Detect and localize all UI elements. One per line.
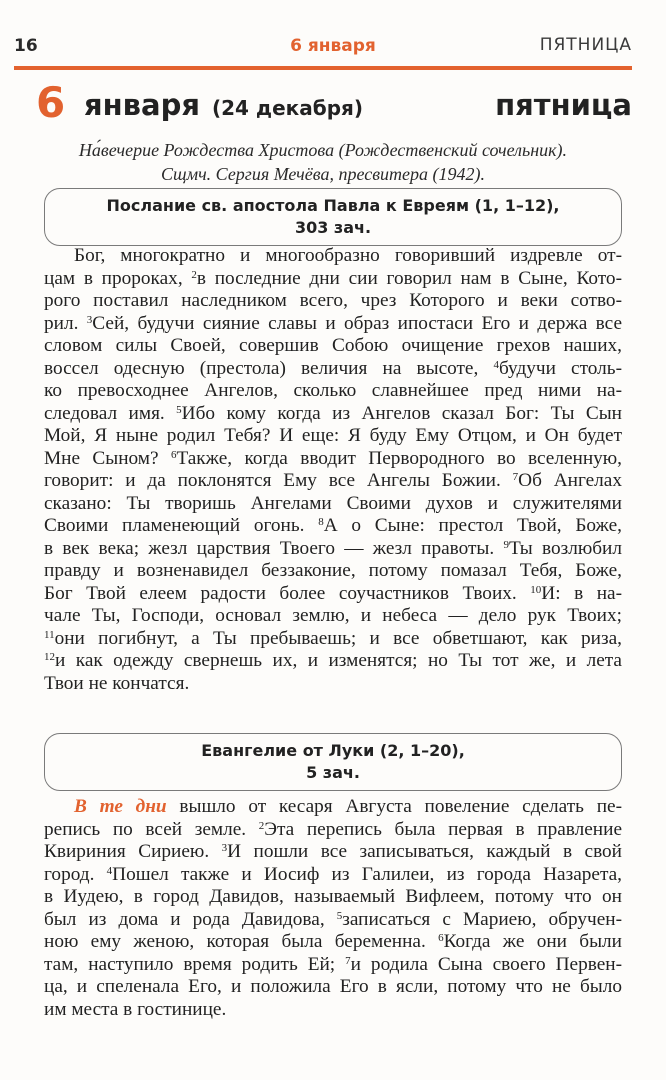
feast-line: На́вечерие Рождества Христова (Рождественский сочельник). — [78, 140, 568, 160]
text-line: Квириния Сириею. $^3$И пошли все записываться, каждый в свой — [44, 841, 622, 862]
feast-description — [14, 138, 632, 186]
epistle-heading-line: 303 зач. — [294, 218, 372, 237]
verse-number: 6 — [438, 932, 444, 944]
text-line: $^{12}$и как одежду свернешь их, и изменятся; но Ты тот же, и лета — [44, 650, 622, 671]
incipit: В те дни — [74, 796, 167, 817]
page-number: 16 — [14, 36, 38, 56]
text-line: рил. $^3$Сей, будучи сияние славы и образ ипостаси Его и держа все — [44, 312, 622, 334]
day-title — [14, 80, 632, 134]
text-line: ко превосходнее Ангелов, сколько славнейшее пред ними на- — [44, 380, 622, 401]
text-line: рого поставил наследником всего, чрез Которого и веки сотво- — [44, 290, 622, 311]
text-line: там, наступило время родить Ей; $^7$и родила Сына своего Первен- — [44, 953, 622, 975]
verse-number: 7 — [512, 471, 519, 483]
text-line: ною ему женою, которая была беременна. $^6$Когда же они были — [44, 931, 622, 952]
verse-number: 5 — [176, 403, 182, 416]
text-line: Своими пламенеющий огонь. $^8$А о Сыне: престол Твой, Боже, — [44, 515, 622, 536]
text-line: Мне Сыном? $^6$Также, когда вводит Первородного во вселенную, — [44, 447, 622, 469]
verse-number: 5 — [336, 909, 343, 922]
running-header — [0, 30, 666, 64]
verse-number: 7 — [345, 954, 351, 967]
verse-number: 8 — [318, 516, 324, 528]
text-line: Бог, многократно и многообразно говоривший издревле от- — [74, 245, 622, 266]
text-line: Бог Твой елеем радости более соучастников Твоих. $^{10}$И: в на- — [44, 582, 623, 604]
verse-number: 4 — [493, 358, 499, 371]
gospel-text — [44, 796, 622, 1021]
text-line: сказано: Ты творишь Ангелами Своими духов и служителями — [44, 492, 622, 514]
verse-number: 4 — [106, 864, 113, 877]
verse-number: 9 — [503, 538, 509, 551]
gospel-heading-line: Евангелие от Луки (2, 1–20), — [201, 741, 465, 760]
text-line: Мой, Я ныне родил Тебя? И еще: Я буду Ему Отцом, и Он будет — [44, 425, 622, 446]
text-line: цам в пророках, $^2$в последние дни сии говорил нам в Сыне, Кото- — [44, 267, 622, 289]
running-weekday: ПЯТНИЦА — [539, 35, 632, 55]
text-line: им места в гостинице. — [44, 998, 227, 1020]
text-line: воссел одесную (престола) величия на высоте, $^4$будучи столь- — [44, 357, 623, 379]
verse-number: 10 — [530, 583, 542, 596]
epistle-text — [44, 245, 622, 695]
text-line: репись по всей земле. $^2$Эта перепись была первая в правление — [44, 818, 623, 840]
text-line: говорит: и да поклонятся Ему все Ангелы Божии. $^7$Об Ангелах — [44, 470, 622, 491]
text-line: был из дома и рода Давидова, $^5$записаться с Мариею, обручен- — [44, 908, 622, 930]
gospel-heading-line: 5 зач. — [306, 763, 360, 782]
verse-number: 12 — [44, 651, 55, 663]
text-line: В те дни вышло от кесаря Августа повеление сделать пе- — [74, 796, 623, 817]
verse-number: 11 — [44, 628, 55, 641]
old-style-date: (24 декабря) — [212, 96, 363, 120]
running-date: 6 января — [290, 36, 376, 56]
epistle-heading-line: Послание св. апостола Павла к Евреям (1, 1–12), — [106, 196, 560, 215]
text-line: словом силы Своей, совершив Собою очищение грехов наших, — [44, 335, 622, 356]
text-line: $^{11}$они погибнут, а Ты пребываешь; и все обветшают, как риза, — [44, 627, 622, 649]
text-line: чале Ты, Господи, основал землю, и небеса — дело рук Твоих; — [44, 605, 622, 626]
verse-number: 6 — [170, 448, 177, 461]
verse-number: 3 — [86, 313, 93, 326]
feast-line: Сщмч. Сергия Мечёва, пресвитера (1942). — [161, 164, 485, 184]
text-line: ца, и спеленала Его, и положила Его в ясли, потому что не было — [44, 976, 622, 997]
month-name: января — [84, 88, 200, 122]
verse-number: 2 — [191, 268, 197, 281]
gospel-heading — [44, 733, 622, 791]
header-rule — [14, 66, 632, 70]
text-line: Твои не кончатся. — [44, 672, 190, 694]
verse-number: 2 — [258, 819, 265, 832]
text-line: город. $^4$Пошел также и Иосиф из Галилеи, из города Назарета, — [44, 863, 623, 885]
epistle-heading — [44, 188, 622, 246]
verse-number: 3 — [221, 842, 228, 854]
text-line: правду и возненавидел беззаконие, потому помазал Тебя, Боже, — [44, 560, 622, 581]
day-number: 6 — [36, 78, 66, 127]
text-line: в век века; жезл царствия Твоего — жезл правоты. $^9$Ты возлюбил — [44, 537, 622, 559]
weekday-name: пятница — [495, 88, 632, 122]
text-line: следовал имя. $^5$Ибо кому когда из Ангелов сказал Бог: Ты Сын — [44, 402, 622, 424]
text-line: в Иудею, в город Давидов, называемый Вифлеем, потому что он — [44, 886, 622, 907]
